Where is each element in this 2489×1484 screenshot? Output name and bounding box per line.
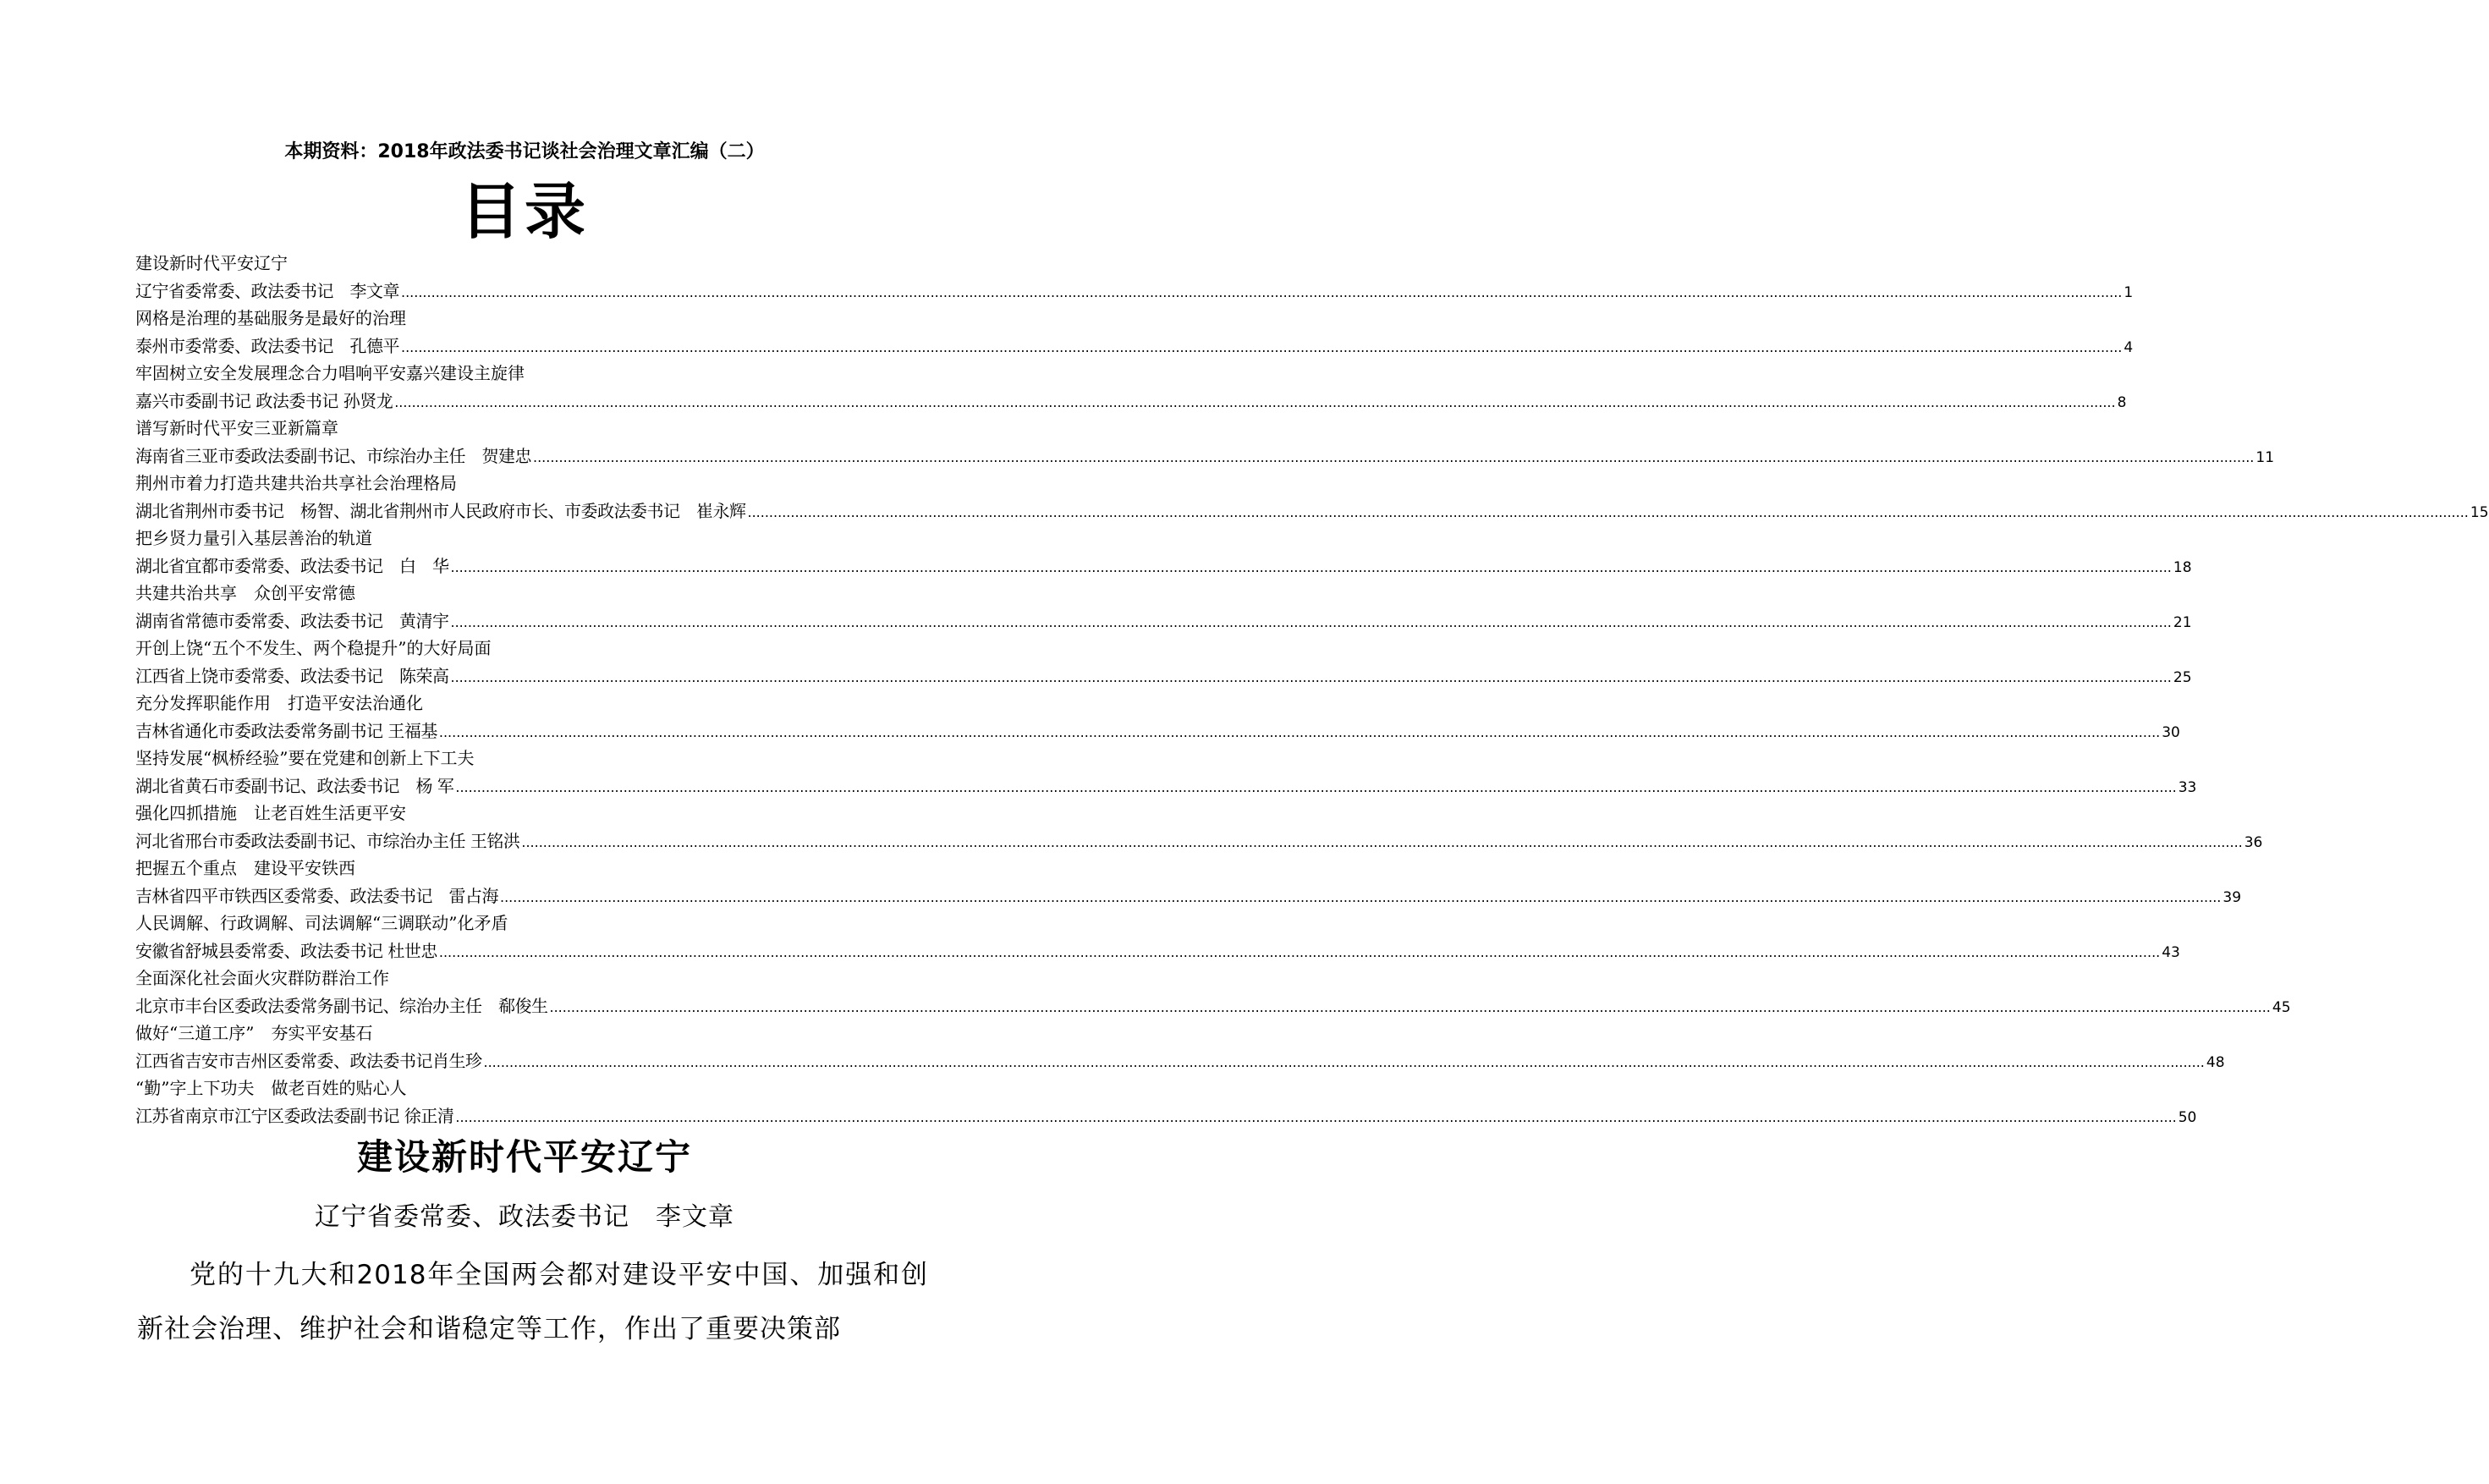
toc-article-title: 网格是治理的基础服务是最好的治理 — [135, 308, 406, 328]
toc-dot-leader: ................................................................................................................................................................................................................................................................................................................................................................................................................ — [455, 779, 2177, 795]
toc-author: 湖北省荆州市委书记 杨智、湖北省荆州市人民政府市长、市委政法委书记 崔永辉 — [135, 501, 746, 521]
toc-author: 江苏省南京市江宁区委政法委副书记 徐正清 — [135, 1106, 454, 1126]
toc-dot-leader: ................................................................................................................................................................................................................................................................................................................................................................................................................ — [401, 339, 2123, 355]
toc-entry[interactable] — [135, 471, 2489, 526]
toc-page-number: 39 — [2223, 889, 2242, 906]
toc-author: 嘉兴市委副书记 政法委书记 孙贤龙 — [135, 391, 393, 411]
toc-author-line — [135, 386, 2127, 416]
toc-dot-leader: ................................................................................................................................................................................................................................................................................................................................................................................................................ — [533, 449, 2255, 465]
toc-page-number: 15 — [2470, 504, 2489, 521]
toc-page-number: 4 — [2124, 339, 2134, 356]
toc-article-title: 牢固树立安全发展理念合力唱响平安嘉兴建设主旋律 — [135, 363, 525, 383]
toc-page-number: 8 — [2117, 394, 2127, 411]
toc-author-line — [135, 551, 2192, 581]
toc-entry[interactable] — [135, 911, 2180, 966]
toc-author-line — [135, 496, 2489, 526]
toc-article-title: 开创上饶“五个不发生、两个稳提升”的大好局面 — [135, 638, 492, 658]
toc-entry[interactable] — [135, 691, 2180, 746]
toc-article-title: 充分发挥职能作用 打造平安法治通化 — [135, 693, 423, 713]
toc-entry[interactable] — [135, 526, 2192, 581]
toc-page-number: 18 — [2173, 559, 2192, 576]
toc-dot-leader: ................................................................................................................................................................................................................................................................................................................................................................................................................ — [450, 669, 2172, 685]
table-of-contents — [135, 251, 2489, 1131]
toc-entry[interactable] — [135, 251, 2134, 306]
toc-entry[interactable] — [135, 966, 2291, 1021]
toc-author-line — [135, 826, 2263, 856]
toc-author: 湖北省黄石市委副书记、政法委书记 杨 军 — [135, 776, 454, 796]
toc-page-number: 33 — [2178, 779, 2197, 796]
toc-author-line — [135, 936, 2180, 966]
toc-author-line — [135, 881, 2242, 911]
toc-author: 吉林省通化市委政法委常务副书记 王福基 — [135, 721, 437, 741]
toc-page-number: 36 — [2244, 834, 2263, 851]
toc-entry[interactable] — [135, 1021, 2225, 1076]
toc-article-title: 建设新时代平安辽宁 — [135, 253, 288, 273]
toc-article-title: 做好“三道工序” 夯实平安基石 — [135, 1023, 373, 1043]
toc-author: 湖南省常德市委常委、政法委书记 黄清宇 — [135, 611, 449, 631]
toc-article-title: 把握五个重点 建设平安铁西 — [135, 858, 355, 878]
toc-article-title: 人民调解、行政调解、司法调解“三调联动”化矛盾 — [135, 913, 508, 933]
toc-dot-leader: ................................................................................................................................................................................................................................................................................................................................................................................................................ — [450, 559, 2172, 575]
toc-dot-leader: ................................................................................................................................................................................................................................................................................................................................................................................................................ — [450, 614, 2172, 630]
toc-article-title: 全面深化社会面火灾群防群治工作 — [135, 968, 389, 988]
toc-dot-leader: ................................................................................................................................................................................................................................................................................................................................................................................................................ — [394, 394, 2116, 410]
toc-article-title: 强化四抓措施 让老百姓生活更平安 — [135, 803, 406, 823]
toc-author-line — [135, 1046, 2225, 1076]
toc-dot-leader: ................................................................................................................................................................................................................................................................................................................................................................................................................ — [438, 724, 2161, 740]
toc-article-title: 荆州市着力打造共建共治共享社会治理格局 — [135, 473, 457, 493]
toc-author: 吉林省四平市铁西区委常委、政法委书记 雷占海 — [135, 886, 498, 906]
toc-author: 江西省上饶市委常委、政法委书记 陈荣高 — [135, 666, 449, 686]
toc-page-number: 25 — [2173, 669, 2192, 686]
toc-author-line — [135, 276, 2134, 306]
toc-dot-leader: ................................................................................................................................................................................................................................................................................................................................................................................................................ — [455, 1109, 2177, 1125]
toc-author-line — [135, 441, 2275, 471]
toc-author-line — [135, 771, 2197, 801]
toc-page-number: 21 — [2173, 614, 2192, 631]
toc-author: 海南省三亚市委政法委副书记、市综治办主任 贺建忠 — [135, 446, 531, 466]
toc-dot-leader: ................................................................................................................................................................................................................................................................................................................................................................................................................ — [521, 834, 2243, 850]
toc-author-line — [135, 331, 2134, 361]
toc-dot-leader: ................................................................................................................................................................................................................................................................................................................................................................................................................ — [483, 1054, 2205, 1070]
toc-author: 辽宁省委常委、政法委书记 李文章 — [135, 281, 399, 301]
article-title: 建设新时代平安辽宁 — [356, 1136, 692, 1178]
toc-heading: 目录 — [459, 176, 589, 247]
toc-entry[interactable] — [135, 581, 2192, 636]
toc-page-number: 43 — [2162, 944, 2180, 961]
toc-author-line — [135, 716, 2180, 746]
toc-author: 泰州市委常委、政法委书记 孔德平 — [135, 336, 399, 356]
toc-author: 北京市丰台区委政法委常务副书记、综治办主任 郗俊生 — [135, 996, 548, 1016]
toc-dot-leader: ................................................................................................................................................................................................................................................................................................................................................................................................................ — [549, 999, 2271, 1015]
toc-entry[interactable] — [135, 1076, 2197, 1131]
toc-author-line — [135, 1101, 2197, 1131]
article-body: 党的十九大和2018年全国两会都对建设平安中国、加强和创新社会治理、维护社会和谐稳定等工作，作出了重要决策部 — [137, 1260, 928, 1344]
toc-entry[interactable] — [135, 306, 2134, 361]
toc-article-title: 共建共治共享 众创平安常德 — [135, 583, 355, 603]
toc-page-number: 50 — [2178, 1109, 2197, 1126]
toc-author-line — [135, 606, 2192, 636]
article-author: 辽宁省委常委、政法委书记 李文章 — [315, 1202, 734, 1232]
toc-page-number: 1 — [2124, 284, 2134, 301]
toc-entry[interactable] — [135, 416, 2275, 471]
toc-page-number: 11 — [2255, 449, 2275, 466]
toc-dot-leader: ................................................................................................................................................................................................................................................................................................................................................................................................................ — [500, 889, 2222, 905]
toc-entry[interactable] — [135, 361, 2127, 416]
toc-article-title: 坚持发展“枫桥经验”要在党建和创新上下工夫 — [135, 748, 475, 768]
toc-dot-leader: ................................................................................................................................................................................................................................................................................................................................................................................................................ — [747, 504, 2469, 520]
issue-title: 本期资料：2018年政法委书记谈社会治理文章汇编（二） — [284, 141, 765, 162]
toc-author: 湖北省宜都市委常委、政法委书记 白 华 — [135, 556, 449, 576]
toc-page-number: 45 — [2272, 999, 2291, 1016]
toc-author: 河北省邢台市委政法委副书记、市综治办主任 王铭洪 — [135, 831, 520, 851]
toc-entry[interactable] — [135, 856, 2242, 911]
toc-article-title: 谱写新时代平安三亚新篇章 — [135, 418, 338, 438]
toc-article-title: “勤”字上下功夫 做老百姓的贴心人 — [135, 1078, 407, 1098]
toc-author-line — [135, 991, 2291, 1021]
toc-article-title: 把乡贤力量引入基层善治的轨道 — [135, 528, 372, 548]
toc-author: 安徽省舒城县委常委、政法委书记 杜世忠 — [135, 941, 437, 961]
toc-dot-leader: ................................................................................................................................................................................................................................................................................................................................................................................................................ — [438, 944, 2161, 960]
toc-entry[interactable] — [135, 636, 2192, 691]
toc-author-line — [135, 661, 2192, 691]
toc-page-number: 30 — [2162, 724, 2180, 741]
toc-entry[interactable] — [135, 801, 2263, 856]
toc-author: 江西省吉安市吉州区委常委、政法委书记肖生珍 — [135, 1051, 482, 1071]
toc-entry[interactable] — [135, 746, 2197, 801]
toc-page-number: 48 — [2206, 1054, 2225, 1071]
toc-dot-leader: ................................................................................................................................................................................................................................................................................................................................................................................................................ — [401, 284, 2123, 300]
